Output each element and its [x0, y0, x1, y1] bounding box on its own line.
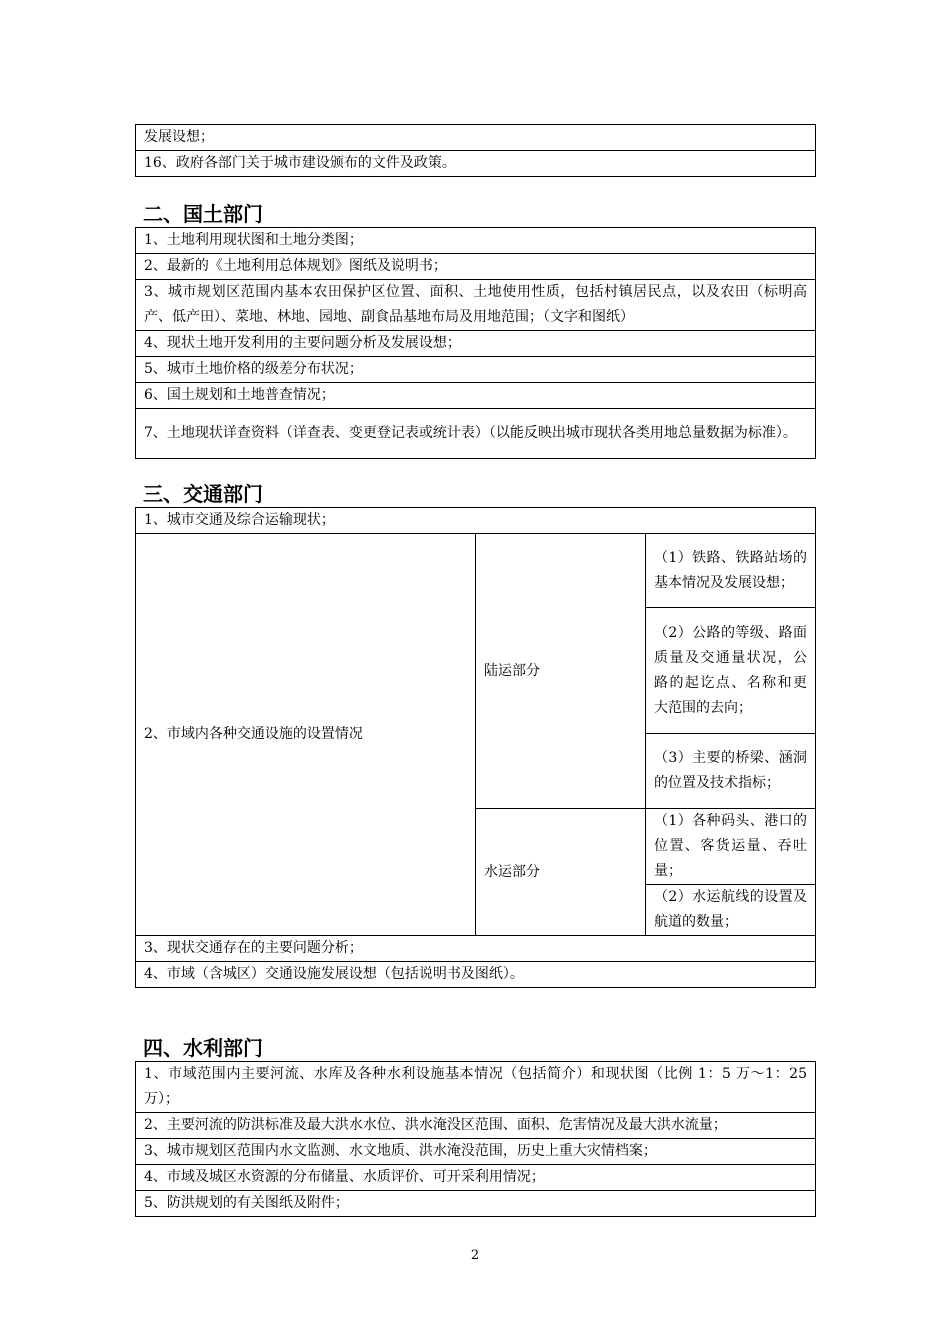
table-row: 1、土地利用现状图和土地分类图； — [136, 228, 816, 254]
facility-label-cell: 2、市域内各种交通设施的设置情况 — [136, 534, 476, 936]
table-row: 6、国土规划和土地普查情况； — [136, 383, 816, 409]
land-transport-item: （2）公路的等级、路面质量及交通量状况，公路的起讫点、名称和更大范围的去向； — [646, 608, 816, 734]
table-row: 3、城市规划区范围内基本农田保护区位置、面积、土地使用性质，包括村镇居民点，以及农田（标明高产、低产田）、菜地、林地、园地、副食品基地布局及用地范围；（文字和图纸） — [136, 280, 816, 331]
section-title-land: 二、国土部门 — [143, 202, 263, 226]
table-row: 4、现状土地开发利用的主要问题分析及发展设想； — [136, 331, 816, 357]
section-title-traffic: 三、交通部门 — [143, 482, 263, 506]
table-row: 5、防洪规划的有关图纸及附件； — [136, 1191, 816, 1217]
table-row: 2、最新的《土地利用总体规划》图纸及说明书； — [136, 254, 816, 280]
water-transport-label: 水运部分 — [476, 809, 646, 936]
table-row: 5、城市土地价格的级差分布状况； — [136, 357, 816, 383]
table-row: 4、市域（含城区）交通设施发展设想（包括说明书及图纸）。 — [136, 962, 816, 988]
water-transport-item: （1）各种码头、港口的位置、客货运量、吞吐量； — [646, 809, 816, 885]
water-transport-item: （2）水运航线的设置及航道的数量； — [646, 885, 816, 936]
table-row: 2、主要河流的防洪标准及最大洪水水位、洪水淹没区范围、面积、危害情况及最大洪水流量； — [136, 1113, 816, 1139]
table-row: 16、政府各部门关于城市建设颁布的文件及政策。 — [136, 151, 816, 177]
table-row: 7、土地现状详查资料（详查表、变更登记表或统计表）（以能反映出城市现状各类用地总量数据为标准）。 — [136, 409, 816, 459]
section-title-water: 四、水利部门 — [143, 1036, 263, 1060]
table-row: 1、市域范围内主要河流、水库及各种水利设施基本情况（包括简介）和现状图（比例 1：5 万～1：25 万）； — [136, 1062, 816, 1113]
land-transport-item: （1）铁路、铁路站场的基本情况及发展设想； — [646, 534, 816, 608]
land-transport-label: 陆运部分 — [476, 534, 646, 809]
table-row: 发展设想； — [136, 125, 816, 151]
table-row: 4、市域及城区水资源的分布储量、水质评价、可开采利用情况； — [136, 1165, 816, 1191]
traffic-table — [135, 507, 816, 988]
page-number: 2 — [470, 1248, 480, 1263]
table-row: 3、城市规划区范围内水文监测、水文地质、洪水淹没范围，历史上重大灾情档案； — [136, 1139, 816, 1165]
land-transport-item: （3）主要的桥梁、涵洞的位置及技术指标； — [646, 734, 816, 809]
water-table — [135, 1061, 816, 1217]
top-table — [135, 124, 816, 177]
table-row: 3、现状交通存在的主要问题分析； — [136, 936, 816, 962]
land-table — [135, 227, 816, 459]
table-row: 1、城市交通及综合运输现状； — [136, 508, 816, 534]
